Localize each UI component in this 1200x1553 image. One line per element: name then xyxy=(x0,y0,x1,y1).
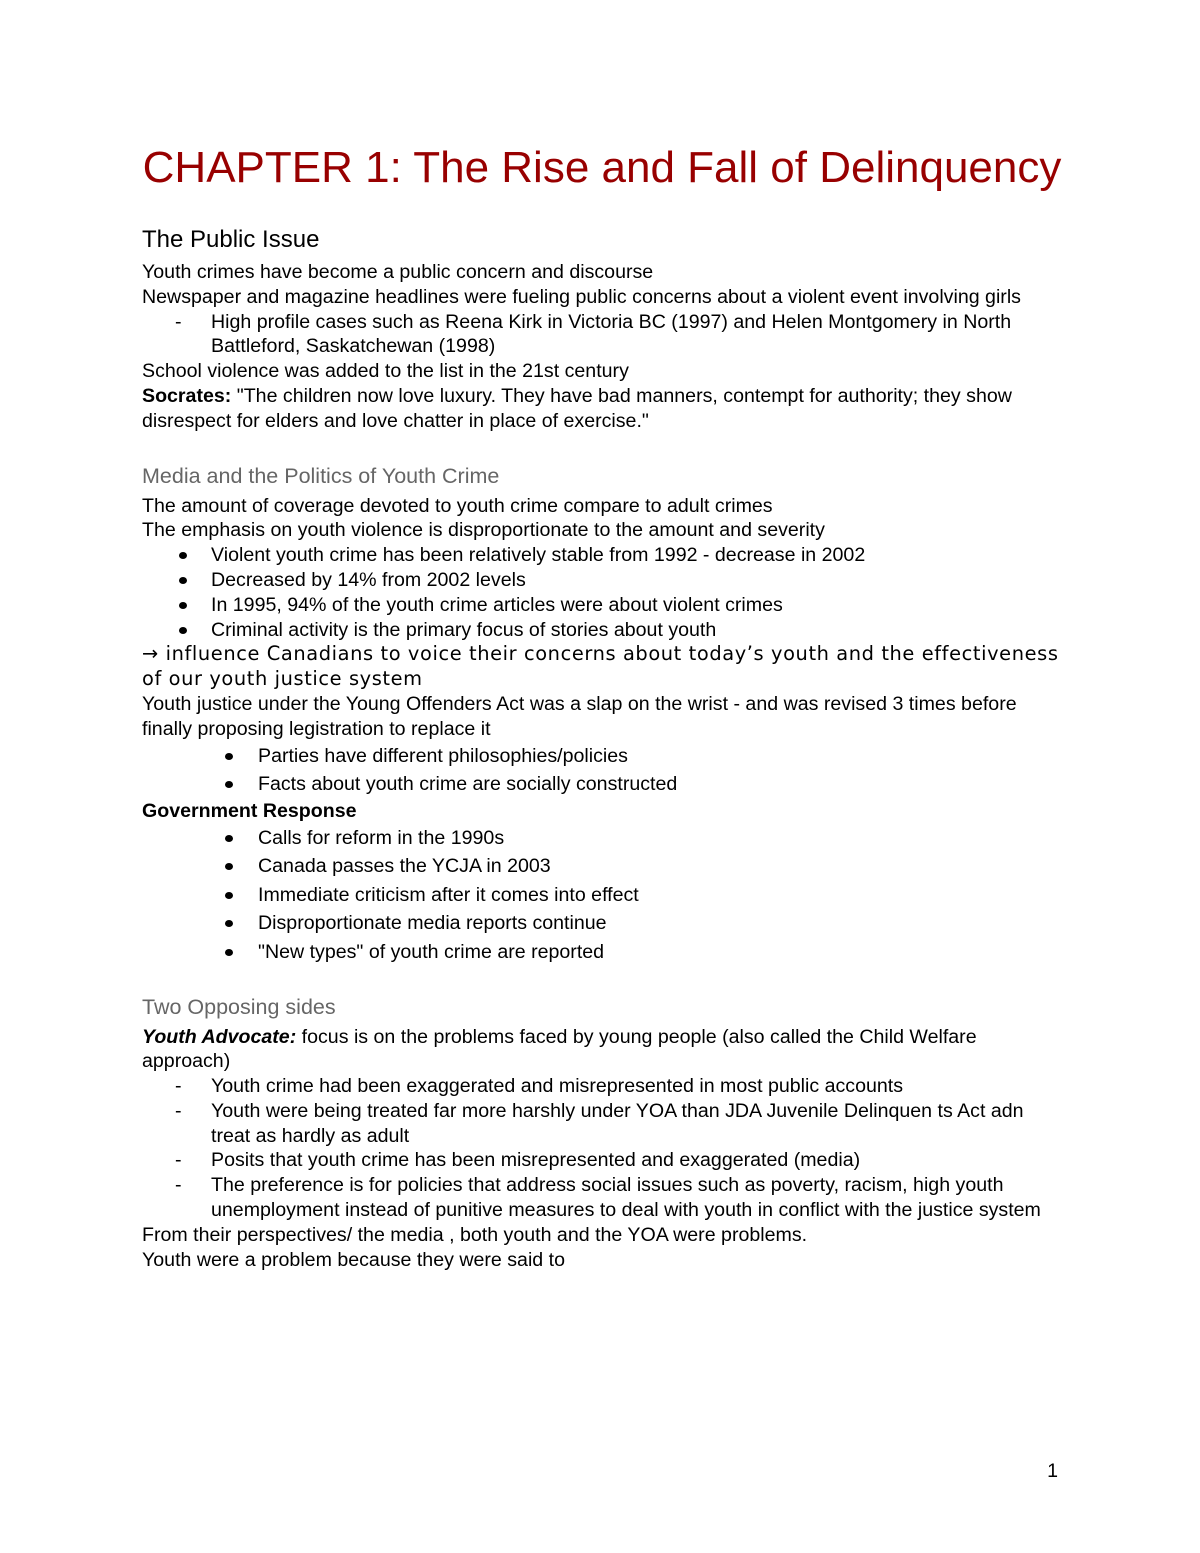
paragraph: The emphasis on youth violence is disproportionate to the amount and severity xyxy=(142,519,825,542)
quote-text: "The children now love luxury. They have bad manners, contempt for authority; they show disrespect for elders and love chatter in place of exercise." xyxy=(142,384,1012,432)
list-item: - Posits that youth crime has been misrepresented and exaggerated (media) xyxy=(142,1148,1062,1173)
advocate-label: Youth Advocate: xyxy=(142,1025,297,1048)
paragraph: Youth were a problem because they were said to xyxy=(142,1248,565,1271)
bullet-list xyxy=(142,543,1062,642)
list-item: Violent youth crime has been relatively stable from 1992 - decrease in 2002 xyxy=(142,543,1062,568)
dash-list xyxy=(142,1074,1062,1223)
chapter-title: CHAPTER 1: The Rise and Fall of Delinquency xyxy=(142,143,1062,192)
list-item: Decreased by 14% from 2002 levels xyxy=(142,568,1062,593)
paragraph: School violence was added to the list in the 21st century xyxy=(142,360,629,383)
paragraph: The amount of coverage devoted to youth crime compare to adult crimes xyxy=(142,494,773,517)
paragraph: Youth justice under the Young Offenders Act was a slap on the wrist - and was revised 3 times before finally proposing legistration to replace it xyxy=(142,692,1017,740)
bullet-list-indented xyxy=(142,742,1062,799)
advocate-text: focus is on the problems faced by young people (also called the Child Welfare approach) xyxy=(142,1025,977,1073)
list-item: - Youth were being treated far more harshly under YOA than JDA Juvenile Delinquen ts Act adn treat as hardly as adult xyxy=(142,1099,1062,1149)
dash-list xyxy=(142,310,1062,360)
paragraph: Newspaper and magazine headlines were fueling public concerns about a violent event involving girls xyxy=(142,285,1021,308)
government-response-label xyxy=(142,799,1062,824)
section-heading-media-politics: Media and the Politics of Youth Crime xyxy=(142,463,500,488)
socrates-quote xyxy=(142,384,1062,434)
list-item: Calls for reform in the 1990s xyxy=(142,824,1062,853)
document-page xyxy=(142,140,1062,1272)
list-item: Parties have different philosophies/policies xyxy=(142,742,1062,771)
section-heading-public-issue: The Public Issue xyxy=(142,226,320,253)
list-item: Immediate criticism after it comes into effect xyxy=(142,881,1062,910)
list-item: - High profile cases such as Reena Kirk in Victoria BC (1997) and Helen Montgomery in North Battleford, Saskatchewan (1998) xyxy=(142,310,1062,360)
bold-label: Government Response xyxy=(142,799,357,822)
list-item: In 1995, 94% of the youth crime articles were about violent crimes xyxy=(142,593,1062,618)
youth-advocate-paragraph xyxy=(142,1025,1062,1075)
government-response-list xyxy=(142,824,1062,967)
list-item: - Youth crime had been exaggerated and misrepresented in most public accounts xyxy=(142,1074,1062,1099)
paragraph: Youth crimes have become a public concern and discourse xyxy=(142,261,654,283)
list-item: Canada passes the YCJA in 2003 xyxy=(142,852,1062,881)
paragraph: From their perspectives/ the media , both youth and the YOA were problems. xyxy=(142,1223,808,1246)
page-number: 1 xyxy=(1047,1460,1058,1482)
list-item: - The preference is for policies that address social issues such as poverty, racism, high youth unemployment instead of punitive measures to deal with youth in conflict with the justice system xyxy=(142,1173,1062,1223)
list-item: Disproportionate media reports continue xyxy=(142,909,1062,938)
list-item: Criminal activity is the primary focus of stories about youth xyxy=(142,618,1062,643)
list-item: "New types" of youth crime are reported xyxy=(142,938,1062,967)
list-item: Facts about youth crime are socially constructed xyxy=(142,770,1062,799)
arrow-note: → influence Canadians to voice their concerns about today’s youth and the effectiveness of our youth justice system xyxy=(142,642,1059,691)
quote-label: Socrates: xyxy=(142,384,232,407)
section-heading-opposing-sides: Two Opposing sides xyxy=(142,994,336,1019)
